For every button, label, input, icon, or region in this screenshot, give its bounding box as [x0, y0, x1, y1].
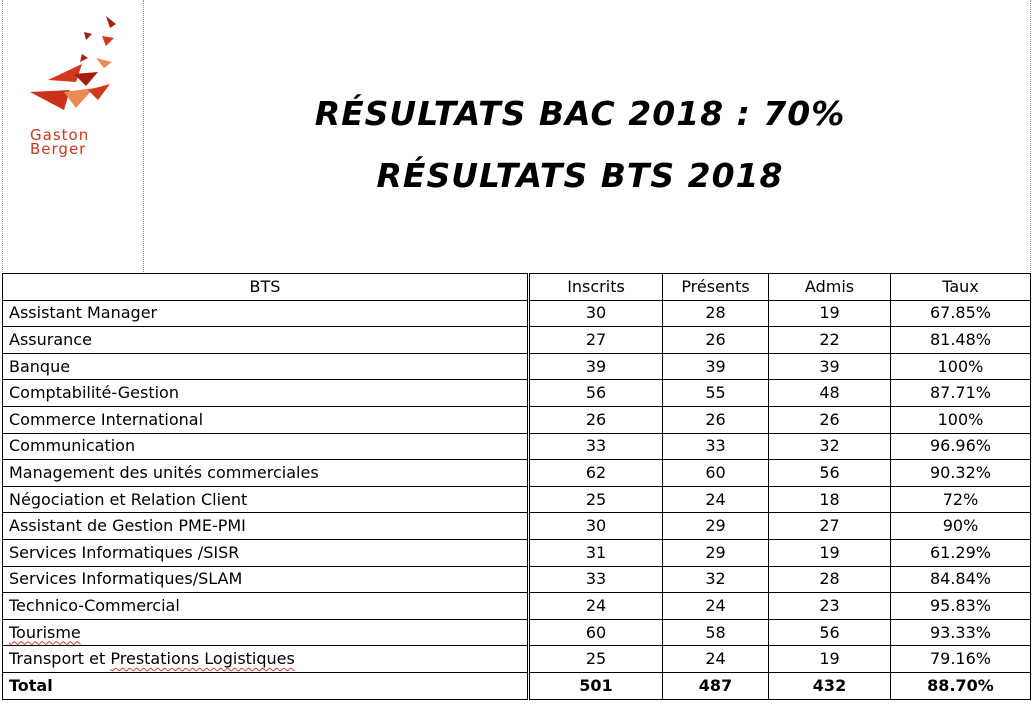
logo-text-line2: Berger [30, 140, 87, 158]
cell-presents: 29 [663, 513, 769, 540]
cell-bts: Commerce International [3, 406, 529, 433]
cell-presents: 32 [663, 566, 769, 593]
cell-bts: Négociation et Relation Client [3, 486, 529, 513]
total-label: Total [3, 672, 529, 699]
cell-taux: 67.85% [891, 300, 1031, 327]
cell-presents: 28 [663, 300, 769, 327]
cell-inscrits: 31 [529, 539, 663, 566]
cell-admis: 28 [769, 566, 891, 593]
cell-presents: 39 [663, 353, 769, 380]
table-row [3, 486, 1031, 513]
cell-bts: Management des unités commerciales [3, 460, 529, 487]
cell-bts [3, 646, 529, 673]
cell-bts-prefix: Transport et [9, 649, 111, 669]
sheet-border-right [1030, 0, 1031, 272]
cell-inscrits: 27 [529, 327, 663, 354]
table-row [3, 646, 1031, 673]
cell-inscrits: 33 [529, 566, 663, 593]
spellcheck-word: Prestations Logistiques [110, 649, 295, 669]
cell-admis: 19 [769, 300, 891, 327]
cell-bts: Communication [3, 433, 529, 460]
cell-bts: Services Informatiques /SISR [3, 539, 529, 566]
cell-presents: 58 [663, 619, 769, 646]
cell-taux: 100% [891, 406, 1031, 433]
total-inscrits: 501 [529, 672, 663, 699]
cell-taux: 81.48% [891, 327, 1031, 354]
cell-admis: 32 [769, 433, 891, 460]
table-row [3, 539, 1031, 566]
cell-inscrits: 26 [529, 406, 663, 433]
cell-admis: 19 [769, 539, 891, 566]
cell-taux: 90.32% [891, 460, 1031, 487]
cell-presents: 26 [663, 327, 769, 354]
cell-inscrits: 25 [529, 646, 663, 673]
cell-taux: 84.84% [891, 566, 1031, 593]
cell-taux: 95.83% [891, 593, 1031, 620]
table-row [3, 327, 1031, 354]
cell-admis: 56 [769, 619, 891, 646]
cell-presents: 26 [663, 406, 769, 433]
cell-taux: 61.29% [891, 539, 1031, 566]
cell-bts: Assistant de Gestion PME-PMI [3, 513, 529, 540]
column-header-presents: Présents [663, 274, 769, 301]
table-row [3, 619, 1031, 646]
table-row [3, 300, 1031, 327]
table-row [3, 380, 1031, 407]
cell-taux: 96.96% [891, 433, 1031, 460]
gaston-berger-logo [24, 14, 124, 159]
cell-presents: 24 [663, 593, 769, 620]
cell-admis: 18 [769, 486, 891, 513]
cell-inscrits: 25 [529, 486, 663, 513]
cell-presents: 24 [663, 486, 769, 513]
cell-presents: 29 [663, 539, 769, 566]
logo-text-line1: Gaston [30, 126, 90, 144]
cell-inscrits: 30 [529, 300, 663, 327]
cell-inscrits: 24 [529, 593, 663, 620]
cell-inscrits: 60 [529, 619, 663, 646]
cell-admis: 39 [769, 353, 891, 380]
cell-taux: 100% [891, 353, 1031, 380]
cell-admis: 26 [769, 406, 891, 433]
cell-bts: Assistant Manager [3, 300, 529, 327]
table-row [3, 433, 1031, 460]
cell-bts: Assurance [3, 327, 529, 354]
table-row [3, 566, 1031, 593]
cell-inscrits: 39 [529, 353, 663, 380]
cell-admis: 56 [769, 460, 891, 487]
table-row [3, 593, 1031, 620]
cell-presents: 33 [663, 433, 769, 460]
cell-presents: 24 [663, 646, 769, 673]
bts-results-table [2, 273, 1031, 700]
total-presents: 487 [663, 672, 769, 699]
table-row [3, 513, 1031, 540]
cell-admis: 22 [769, 327, 891, 354]
spellcheck-word: Tourisme [9, 622, 81, 642]
column-header-inscrits: Inscrits [529, 274, 663, 301]
table-row [3, 353, 1031, 380]
sheet-border-divider [143, 0, 144, 272]
cell-bts: Services Informatiques/SLAM [3, 566, 529, 593]
cell-taux: 79.16% [891, 646, 1031, 673]
cell-bts [3, 619, 529, 646]
cell-admis: 27 [769, 513, 891, 540]
cell-taux: 72% [891, 486, 1031, 513]
bts-results-title: RÉSULTATS BTS 2018 [376, 156, 784, 195]
cell-taux: 87.71% [891, 380, 1031, 407]
cell-admis: 19 [769, 646, 891, 673]
cell-taux: 93.33% [891, 619, 1031, 646]
table-row [3, 460, 1031, 487]
total-taux: 88.70% [891, 672, 1031, 699]
cell-bts: Banque [3, 353, 529, 380]
column-header-bts: BTS [3, 274, 529, 301]
cell-presents: 60 [663, 460, 769, 487]
cell-inscrits: 62 [529, 460, 663, 487]
cell-admis: 48 [769, 380, 891, 407]
cell-taux: 90% [891, 513, 1031, 540]
sheet-border-left [2, 0, 3, 272]
column-header-taux: Taux [891, 274, 1031, 301]
cell-presents: 55 [663, 380, 769, 407]
bac-results-title: RÉSULTATS BAC 2018 : 70% [314, 94, 846, 133]
cell-inscrits: 56 [529, 380, 663, 407]
table-header-row [3, 274, 1031, 301]
column-header-admis: Admis [769, 274, 891, 301]
cell-bts: Technico-Commercial [3, 593, 529, 620]
cell-inscrits: 30 [529, 513, 663, 540]
total-admis: 432 [769, 672, 891, 699]
logo-shards-icon [24, 14, 124, 114]
table-total-row [3, 672, 1031, 699]
cell-admis: 23 [769, 593, 891, 620]
cell-inscrits: 33 [529, 433, 663, 460]
cell-bts: Comptabilité-Gestion [3, 380, 529, 407]
table-row [3, 406, 1031, 433]
